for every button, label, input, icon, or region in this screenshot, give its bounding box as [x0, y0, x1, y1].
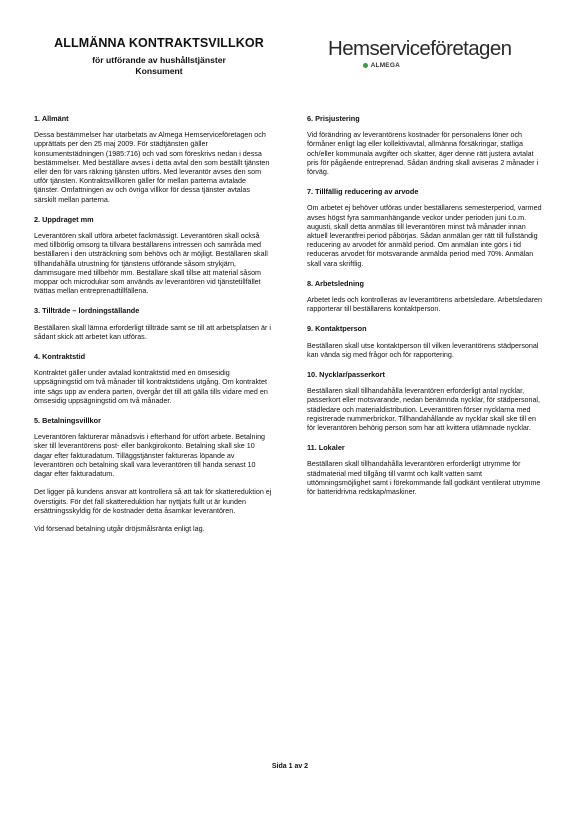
- page-number: Sida 1 av 2: [271, 763, 309, 770]
- logo-sub-row: [328, 62, 550, 69]
- document-subtitle: [34, 55, 284, 77]
- section-tilltrade: [34, 306, 272, 342]
- section-paragraph: Om arbetet ej behöver utföras under beställarens semesterperiod, varmed avses högst fyra sammanhängande veckor under perioden juni t.o.m. augusti, skall detta anmälas till leverantören minst två månader innan aktuell leverantfrei period påbörjas. Sådan anmälan ger rätt till fullständig reducering av arvodet för anmäld period. Om anmälan inte görs i tid reduceras arvodet för motsvarande anmälda period med 70%. Anmälan skall vara skriftlig.: [307, 204, 542, 268]
- section-paragraph: Leverantören skall utföra arbetet fackmässigt. Leverantören skall också med tillbörlig omsorg ta tillvara beställarens intressen och samråda med beställaren i den utsträckning som behövs och är möjligt. Beställaren skall tillhandahålla utrustning för tjänstens utförande såsom strykjärn, dammsugare med tillbehör mm. Beställare skall tillse att material såsom moppar och microdukar som används av leverantören vid tjänstetillfället tvättas mellan entreprenadtillfällena.: [34, 232, 268, 296]
- section-heading: 2. Uppdraget mm: [34, 214, 94, 224]
- hemservice-logo: [328, 38, 550, 69]
- section-heading: 8. Arbetsledning: [307, 278, 364, 288]
- section-paragraph: Beställaren skall lämna erforderligt tillträde samt se till att arbetsplatsen är i sådant skick att arbetet kan utföras.: [34, 323, 271, 341]
- section-paragraph: Arbetet leds och kontrolleras av leverantörens arbetsledare. Arbetsledaren rapporterar till beställarens kontaktperson.: [307, 296, 542, 314]
- section-prisjustering: [307, 114, 545, 177]
- right-column: [307, 114, 545, 507]
- section-paragraph: Vid försenad betalning utgår dröjsmålsränta enligt lag.: [34, 524, 205, 533]
- section-heading: 4. Kontraktstid: [34, 352, 86, 362]
- section-paragraph: Vid förändring av leverantörens kostnader för personalens löner och förmåner enligt lag eller kollektivavtal, allmänna försäkringar, statliga och/eller kommunala avgifter och skatter, äger denne rätt justera avtalat pris för pågående entreprenad. Sådan ändring skall aviseras 2 månader i förväg.: [307, 131, 539, 177]
- section-paragraph: Beställaren skall tillhandahålla leverantören erforderligt antal nycklar, passerkort eller motsvarande, nedan benämnda nycklar, för städpersonal, städledare och materialdistribution. Leverantören förser nycklarna med registrerade nummerbrickor. Tillhandahållande av nycklar skall ske till en för leverantören behörig person som har att kvittera utlämnade nycklar.: [307, 387, 540, 433]
- subtitle-line-1: för utförande av hushållstjänster: [92, 55, 226, 65]
- section-heading: 3. Tillträde – lordningställande: [34, 306, 140, 316]
- section-lokaler: [307, 443, 545, 497]
- section-heading: 1. Allmänt: [34, 114, 69, 123]
- subtitle-line-2: Konsument: [135, 66, 183, 76]
- section-paragraph: Det ligger på kundens ansvar att kontrollera så att tak för skattereduktion ej överstigits. För det fall skattereduktion har nyttjats fullt ut är kunden ersättningsskyldig för de kostnader detta åsamkar leverantören.: [34, 488, 272, 515]
- section-paragraph: Beställaren skall utse kontaktperson till vilken leverantörens städpersonal kan vända sig med frågor och för rapportering.: [307, 341, 539, 359]
- section-paragraph: Kontraktet gäller under avtalad kontraktstid med en ömsesidig uppsägningstid om två månader till kontraktstidens utgång. Om kontraktet inte sägs upp av endera parten, övergår det till att gälla tills vidare med en ömsesidig uppsägningstid om två månader.: [34, 369, 268, 405]
- section-nycklar: [307, 370, 545, 433]
- section-paragraph: Dessa bestämmelser har utarbetats av Almega Hemserviceföretagen och upprättats per den 25 maj 2009. För städtjänsten gäller konsumentstädningen (1985:716) och vad som föreskrivs nedan i dessa bestämmelser. Med beställare avses i detta avtal den som beställt tjänsten eller den för vars räkning tjänsten utförs. Med leverantör avses den som utför tjänsten. Kontraktsvillkoren gäller för mellan parterna avtalade tjänster. Omfattningen av och övriga villkor för dessa tjänster avtalas särskilt mellan parterna.: [34, 131, 270, 204]
- logo-subtext: ALMEGA: [370, 62, 400, 69]
- left-column: [34, 114, 272, 544]
- logo-wordmark: Hemserviceföretagen: [328, 37, 512, 60]
- section-betalningsvillkor: [34, 416, 272, 534]
- section-allmant: [34, 114, 272, 205]
- section-kontaktperson: [307, 324, 545, 360]
- document-header: [34, 36, 284, 77]
- section-uppdraget: [34, 215, 272, 297]
- section-heading: 7. Tillfällig reducering av arvode: [307, 187, 419, 197]
- section-paragraph: Leverantören fakturerar månadsvis i efterhand för utfört arbete. Betalning sker till leverantörens post- eller bankgirokonto. Betalning skall ske 10 dagar efter fakturadatum. Tilläggstjänster faktureras löpande av leverantören och betalning skall vara leverantören till handa senast 10 dagar efter fakturadatum.: [34, 433, 266, 479]
- section-kontraktstid: [34, 352, 272, 406]
- section-reducering: [307, 187, 545, 269]
- section-heading: 10. Nycklar/passerkort: [307, 370, 385, 380]
- section-heading: 11. Lokaler: [307, 443, 345, 453]
- logo-dot-icon: [363, 63, 368, 68]
- section-heading: 9. Kontaktperson: [307, 324, 367, 334]
- section-paragraph: Beställaren skall tillhandahålla leverantören erforderligt utrymme för städmaterial med tillgång till varmt och kallt vatten samt uttömningsmöjlighet samt i förekommande fall godkänt ventilerat utrymme för batteridrivna redskap/maskiner.: [307, 460, 541, 497]
- section-arbetsledning: [307, 279, 545, 315]
- section-heading: 6. Prisjustering: [307, 114, 360, 123]
- section-heading: 5. Betalningsvillkor: [34, 416, 101, 426]
- document-title: ALLMÄNNA KONTRAKTSVILLKOR: [54, 36, 264, 50]
